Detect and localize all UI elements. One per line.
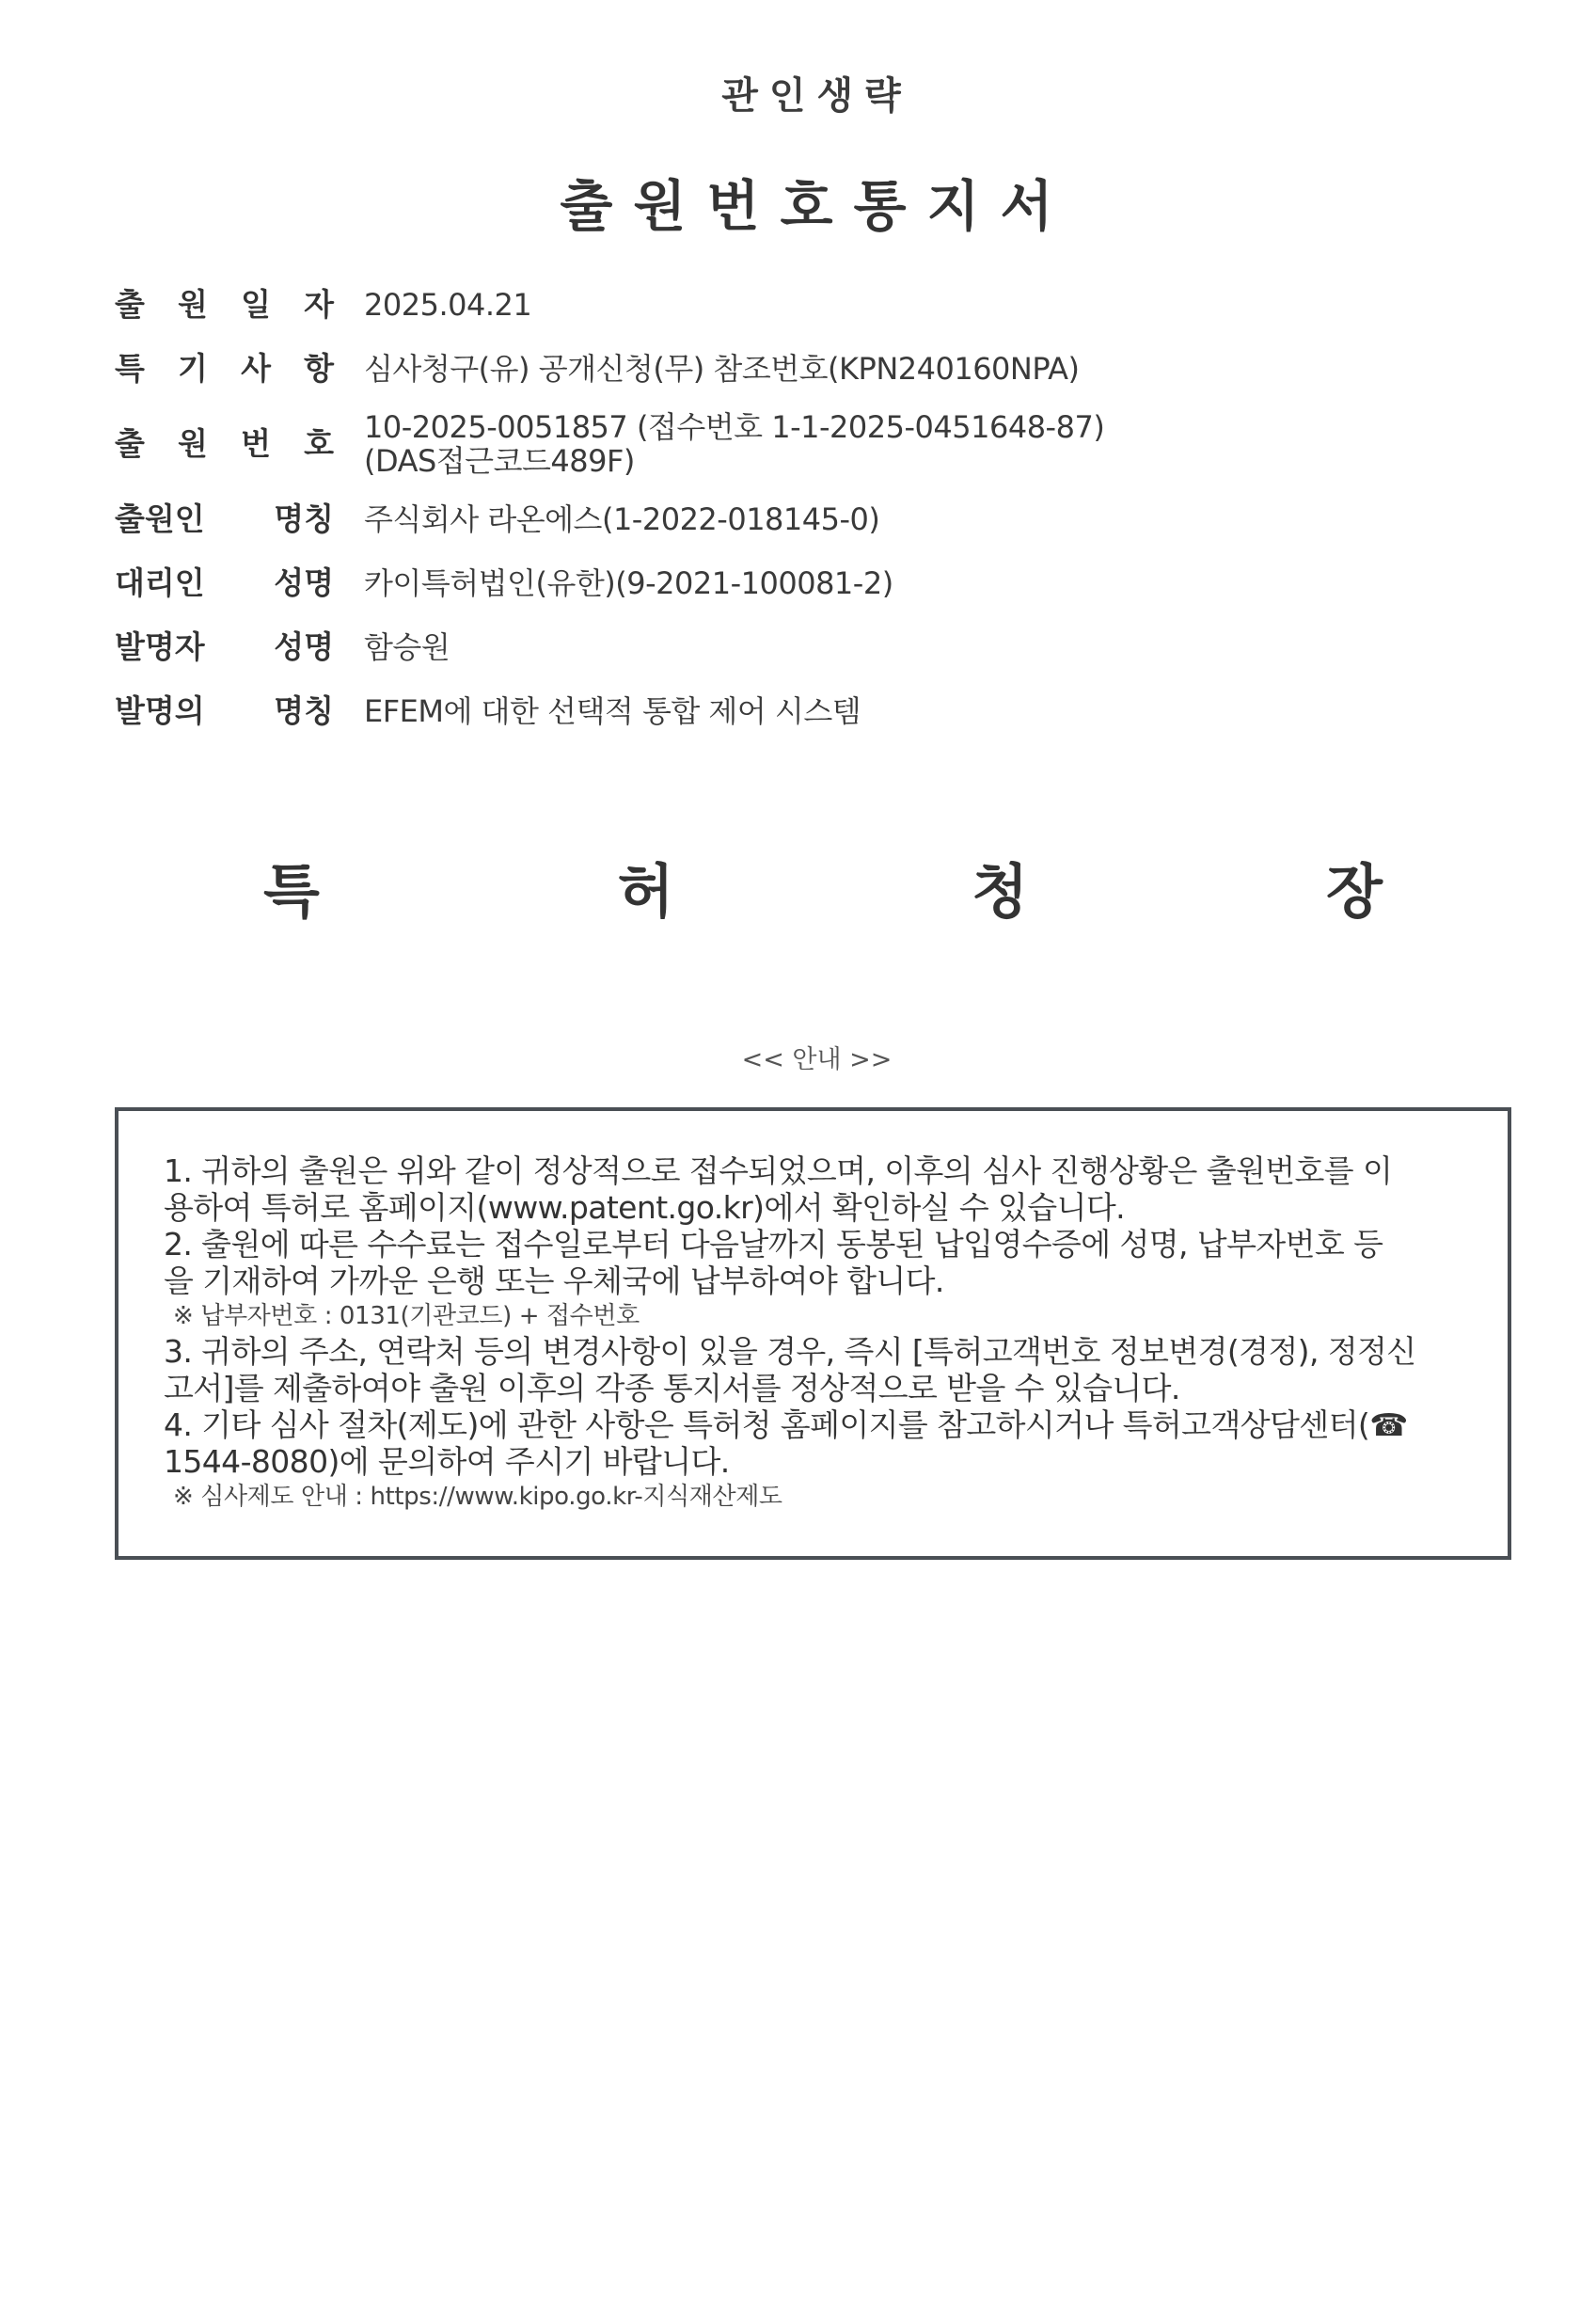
guide-line: 3. 귀하의 주소, 연락처 등의 변경사항이 있을 경우, 즉시 [특허고객번호 정보변경(경정), 정정신	[164, 1333, 1416, 1370]
application-number-line: 10-2025-0051857 (접수번호 1-1-2025-0451648-87)	[364, 409, 1105, 445]
special-notes-label	[115, 346, 334, 391]
inventor-name-value: 함승원	[364, 629, 450, 665]
filing-date-label	[115, 282, 334, 327]
guide-line: 4. 기타 심사 절차(제도)에 관한 사항은 특허청 홈페이지를 참고하시거나 특허고객상담센터(☎	[164, 1406, 1408, 1443]
agent-name-row	[115, 561, 1478, 606]
seal-omitted-note: 관인생략	[721, 74, 912, 118]
guide-line: 을 기재하여 가까운 은행 또는 우체국에 납부하여야 합니다.	[164, 1263, 944, 1299]
label-left: 발명자	[115, 628, 205, 665]
special-notes-value: 심사청구(유) 공개신청(무) 참조번호(KPN240160NPA)	[364, 351, 1080, 387]
label-char: 원	[178, 425, 208, 462]
invention-title-label	[115, 689, 334, 734]
label-char: 특	[115, 350, 145, 387]
filing-date-row	[115, 282, 1478, 327]
issuer-char: 장	[1326, 857, 1383, 926]
guide-line: 고서]를 제출하여야 출원 이후의 각종 통지서를 정상적으로 받을 수 있습니다.	[164, 1370, 1180, 1406]
label-char: 사	[241, 350, 271, 387]
label-left: 발명의	[115, 692, 205, 729]
guide-notice-box	[115, 1107, 1511, 1560]
examination-guide-note: ※ 심사제도 안내 : https://www.kipo.go.kr-지식재산제도	[173, 1483, 782, 1511]
inventor-name-label	[115, 625, 334, 670]
label-char: 원	[178, 286, 208, 323]
agent-name-label	[115, 561, 334, 606]
guide-item-4	[164, 1406, 1461, 1480]
label-right: 성명	[274, 564, 334, 601]
label-left: 출원인	[115, 500, 205, 537]
special-notes-row	[115, 346, 1478, 391]
inventor-name-row	[115, 625, 1478, 670]
issuer-signature	[263, 845, 1383, 929]
label-right: 성명	[274, 628, 334, 665]
application-info	[115, 282, 1478, 753]
application-number-value	[364, 410, 1104, 478]
label-char: 출	[115, 286, 145, 323]
label-char: 항	[304, 350, 334, 387]
label-char: 번	[241, 425, 271, 462]
invention-title-value: EFEM에 대한 선택적 통합 제어 시스템	[364, 693, 861, 729]
document-title: 출원번호통지서	[560, 174, 1074, 238]
invention-title-row	[115, 689, 1478, 734]
guide-line: 용하여 특허로 홈페이지(www.patent.go.kr)에서 확인하실 수 있습니다.	[164, 1189, 1126, 1226]
label-left: 대리인	[115, 564, 205, 601]
label-char: 일	[241, 286, 271, 323]
guide-heading: << 안내 >>	[741, 1045, 893, 1074]
guide-line: 1544-8080)에 문의하여 주시기 바랍니다.	[164, 1443, 730, 1480]
label-right: 명칭	[274, 500, 334, 537]
applicant-name-row	[115, 497, 1478, 542]
label-char: 자	[304, 286, 334, 323]
agent-name-value: 카이특허법인(유한)(9-2021-100081-2)	[364, 565, 893, 601]
issuer-char: 허	[617, 857, 674, 926]
guide-line: 1. 귀하의 출원은 위와 같이 정상적으로 접수되었으며, 이후의 심사 진행상황은 출원번호를 이	[164, 1152, 1393, 1189]
issuer-char: 특	[263, 857, 320, 926]
das-access-code: (DAS접근코드489F)	[364, 443, 635, 479]
label-right: 명칭	[274, 692, 334, 729]
guide-line: 2. 출원에 따른 수수료는 접수일로부터 다음날까지 동봉된 납입영수증에 성명, 납부자번호 등	[164, 1226, 1383, 1263]
issuer-char: 청	[972, 857, 1029, 926]
application-number-label	[115, 421, 334, 467]
payer-number-note: ※ 납부자번호 : 0131(기관코드) + 접수번호	[173, 1302, 640, 1330]
label-char: 출	[115, 425, 145, 462]
guide-item-1	[164, 1152, 1461, 1226]
application-number-row	[115, 410, 1478, 478]
applicant-name-value: 주식회사 라온에스(1-2022-018145-0)	[364, 501, 880, 537]
label-char: 기	[178, 350, 208, 387]
guide-item-3	[164, 1333, 1461, 1406]
filing-date-value: 2025.04.21	[364, 287, 532, 323]
label-char: 호	[304, 425, 334, 462]
guide-item-2	[164, 1226, 1461, 1299]
applicant-name-label	[115, 497, 334, 542]
